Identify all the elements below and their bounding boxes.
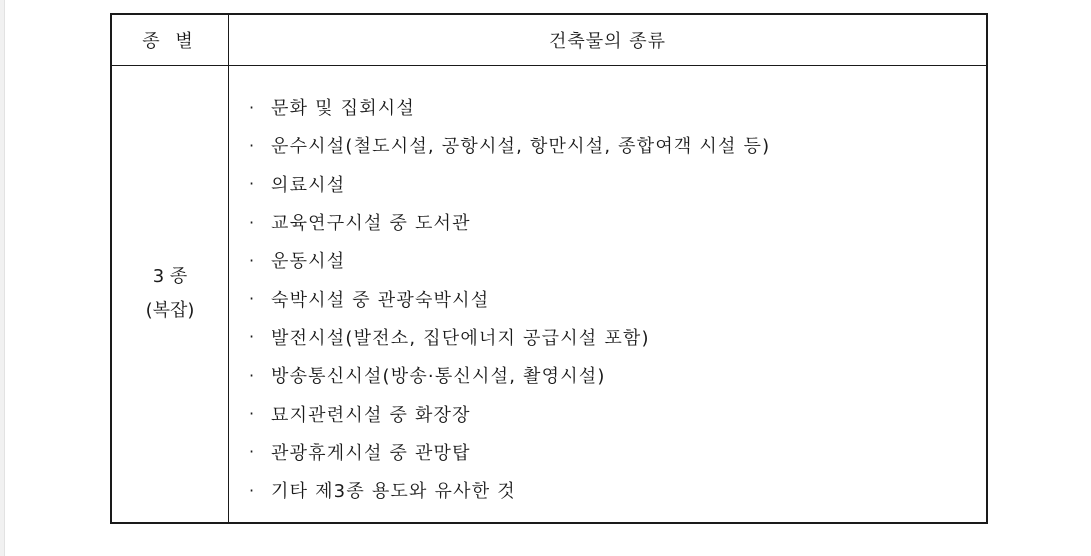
list-item-label: 문화 및 집회시설 [271, 98, 415, 120]
list-item [249, 318, 770, 356]
list-item-label: 묘지관련시설 중 화장장 [271, 404, 471, 426]
bullet-icon: · [249, 250, 256, 270]
list-item [249, 165, 770, 203]
types-cell [229, 66, 986, 522]
bullet-icon: · [249, 327, 256, 347]
header-types-cell: 건축물의 종류 [548, 31, 667, 52]
bullet-icon: · [249, 174, 256, 194]
list-item-label: 운수시설(철도시설, 공항시설, 항만시설, 종합여객 시설 등) [271, 136, 771, 158]
list-item-label: 기타 제3종 용도와 유사한 것 [271, 481, 516, 503]
list-item [249, 471, 770, 509]
bullet-icon: · [249, 289, 256, 309]
list-item-label: 의료시설 [271, 174, 346, 196]
list-item [249, 356, 770, 394]
list-item-label: 숙박시설 중 관광숙박시설 [271, 289, 490, 311]
left-gutter [0, 0, 5, 556]
list-item-label: 관광휴게시설 중 관망탑 [271, 442, 471, 464]
list-item-label: 방송통신시설(방송·통신시설, 촬영시설) [271, 366, 606, 388]
category-note: (복잡) [145, 300, 195, 321]
bullet-icon: · [249, 404, 256, 424]
category-cell [112, 66, 228, 522]
building-type-list [249, 88, 770, 509]
bullet-icon: · [249, 365, 256, 385]
list-item-label: 교육연구시설 중 도서관 [271, 213, 471, 235]
header-category-cell: 종 별 [142, 31, 198, 52]
list-item-label: 운동시설 [271, 251, 346, 273]
bullet-icon: · [249, 135, 256, 155]
list-item [249, 241, 770, 279]
category-label: 3 종 [152, 266, 188, 287]
bullet-icon: · [249, 442, 256, 462]
list-item [249, 126, 770, 164]
list-item [249, 88, 770, 126]
list-item-label: 발전시설(발전소, 집단에너지 공급시설 포함) [271, 327, 650, 349]
building-classification-table [110, 13, 988, 524]
bullet-icon: · [249, 212, 256, 232]
bullet-icon: · [249, 480, 256, 500]
list-item [249, 203, 770, 241]
list-item [249, 394, 770, 432]
list-item [249, 433, 770, 471]
list-item [249, 279, 770, 317]
table-header-row [112, 15, 986, 66]
bullet-icon: · [249, 97, 256, 117]
